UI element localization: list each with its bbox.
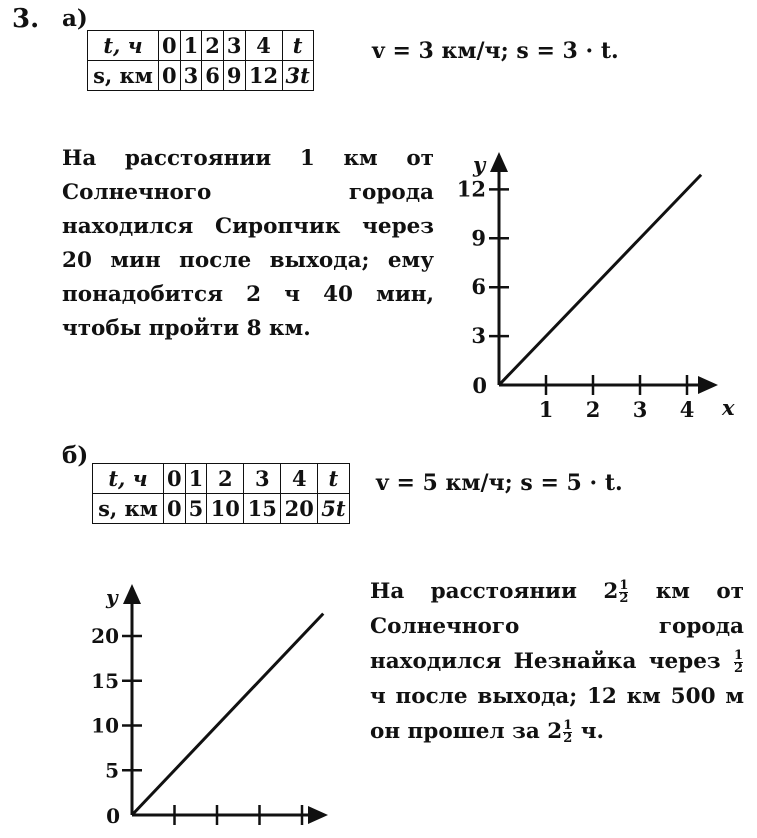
y-tick-label: 10 xyxy=(91,713,119,738)
x-tick-label: 4 xyxy=(679,397,695,422)
table-cell: 9 xyxy=(223,61,245,91)
table-row xyxy=(93,464,350,494)
x-tick-label: 2 xyxy=(585,397,601,422)
x-axis-arrow xyxy=(698,376,718,394)
table-cell: 2 xyxy=(207,464,244,494)
table-cell: 0 xyxy=(159,61,181,91)
table-cell: s, км xyxy=(93,494,164,524)
fraction xyxy=(733,647,743,676)
table-cell: 0 xyxy=(164,494,186,524)
table-cell: 4 xyxy=(281,464,318,494)
table-cell: t, ч xyxy=(93,464,164,494)
fraction-numerator: 1 xyxy=(619,577,629,593)
table-cell: 0 xyxy=(159,31,181,61)
origin-label: 0 xyxy=(106,804,120,828)
table-cell: s, км xyxy=(88,61,159,91)
table-cell: 1 xyxy=(185,464,207,494)
table-row xyxy=(88,31,314,61)
table-cell: 3 xyxy=(180,61,202,91)
series-line xyxy=(499,175,701,385)
y-axis-arrow xyxy=(490,152,508,172)
fraction xyxy=(563,717,573,746)
table-cell: t, ч xyxy=(88,31,159,61)
text-b-part: На расстоянии 2 xyxy=(370,579,619,604)
fraction-numerator: 1 xyxy=(733,647,743,663)
fraction-denominator: 2 xyxy=(563,730,573,746)
y-axis-label: y xyxy=(473,152,486,177)
table-cell: 20 xyxy=(281,494,318,524)
table-row xyxy=(88,61,314,91)
table-row xyxy=(93,494,350,524)
fraction-denominator: 2 xyxy=(733,660,743,676)
y-tick-label: 6 xyxy=(471,274,486,300)
text-b-part: ч. xyxy=(573,719,604,744)
table-cell: 15 xyxy=(244,494,281,524)
text-b xyxy=(370,574,744,749)
table-cell: 2 xyxy=(202,31,224,61)
fraction-denominator: 2 xyxy=(619,590,629,606)
x-axis-label: x xyxy=(722,395,735,420)
formula-b: v = 5 км/ч; s = 5 · t. xyxy=(376,470,623,496)
table-a xyxy=(87,30,314,91)
table-cell: 3t xyxy=(282,61,313,91)
table-cell: 5t xyxy=(318,494,349,524)
y-tick-label: 5 xyxy=(105,758,119,783)
origin-label: 0 xyxy=(472,373,487,398)
series-line xyxy=(132,614,323,815)
part-b-label: б) xyxy=(62,442,89,469)
chart-b xyxy=(70,580,350,838)
y-axis-label: y xyxy=(106,585,118,609)
text-a: На расстоянии 1 км от Солнечного города находился Сиропчик через 20 мин после выхода; ему понадобится 2 ч 40 мин, чтобы пройти 8 км. xyxy=(62,146,434,341)
formula-a: v = 3 км/ч; s = 3 · t. xyxy=(372,38,619,64)
y-axis-arrow xyxy=(123,584,141,604)
text-b-part: км от Солнечного города находился Незнайка через xyxy=(370,579,744,674)
table-cell: t xyxy=(318,464,349,494)
table-cell: 5 xyxy=(185,494,207,524)
table-cell: 3 xyxy=(244,464,281,494)
x-axis-arrow xyxy=(308,806,328,824)
y-tick-label: 20 xyxy=(91,624,119,648)
table-cell: 10 xyxy=(207,494,244,524)
fraction-numerator: 1 xyxy=(563,717,573,733)
y-tick-label: 9 xyxy=(471,225,486,251)
table-cell: 1 xyxy=(180,31,202,61)
table-cell: 0 xyxy=(164,464,186,494)
chart-a xyxy=(440,140,740,430)
table-cell: 4 xyxy=(245,31,282,61)
part-a-label: а) xyxy=(62,5,88,32)
y-tick-label: 12 xyxy=(456,176,486,202)
fraction xyxy=(619,577,629,606)
y-tick-label: 15 xyxy=(91,668,119,693)
y-tick-label: 3 xyxy=(471,323,486,349)
table-cell: 12 xyxy=(245,61,282,91)
table-cell: 3 xyxy=(223,31,245,61)
x-tick-label: 1 xyxy=(538,397,554,422)
problem-number: 3. xyxy=(12,4,40,34)
table-cell: t xyxy=(282,31,313,61)
text-b-part: ч после выхода; 12 км 500 м он прошел за 2 xyxy=(370,684,744,744)
x-tick-label: 3 xyxy=(632,397,648,422)
table-b xyxy=(92,463,350,524)
table-cell: 6 xyxy=(202,61,224,91)
